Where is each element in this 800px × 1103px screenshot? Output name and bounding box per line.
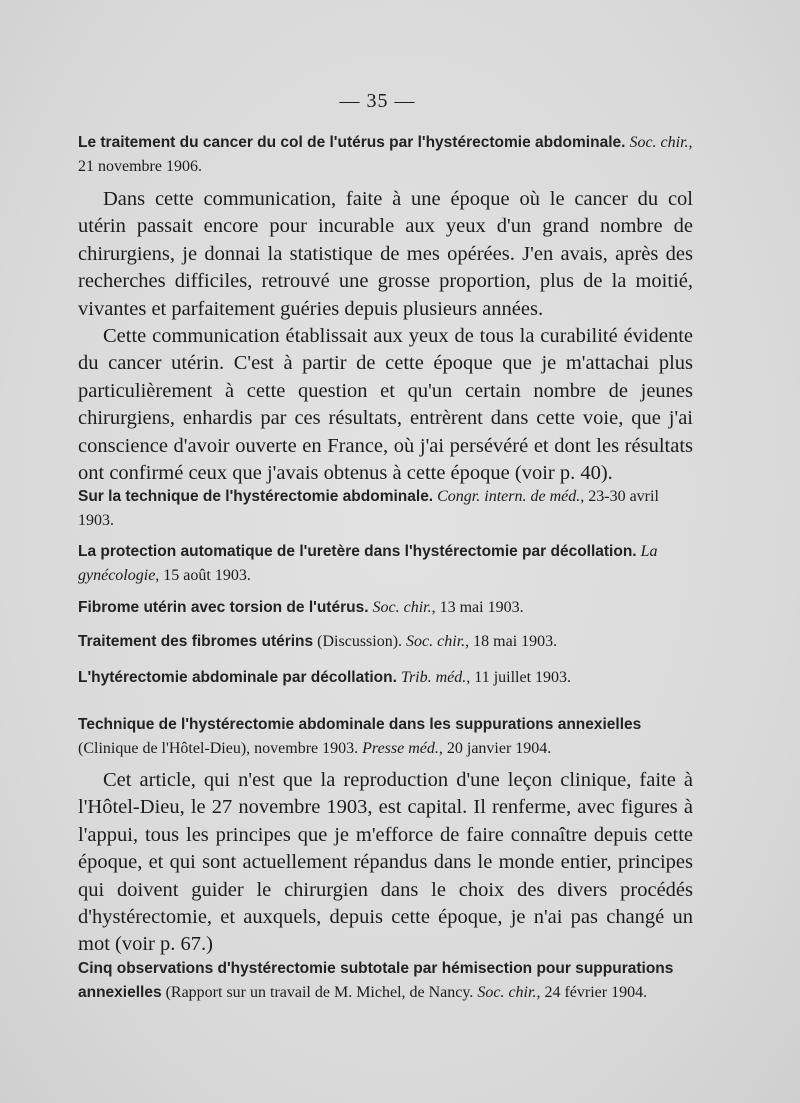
entry-date: , 24 février 1904. — [536, 984, 648, 1001]
bibliography-entry — [78, 485, 693, 533]
entry-date: , 20 janvier 1904. — [438, 740, 552, 757]
entry-date: , 18 mai 1903. — [465, 633, 558, 650]
entry-source: Presse méd. — [362, 740, 439, 757]
bibliography-entry — [78, 630, 693, 654]
bibliography-entry — [78, 666, 693, 690]
paragraph: Cette communication établissait aux yeux de tous la curabilité évidente du cancer utérin. C'est à partir de cette époque que je m'attachai plus particulièrement à cette question et qu'un certain nombre de jeunes chirurgiens, enhardis par ces résultats, entrèrent dans cette voie, que j'ai conscience d'avoir ouverte en France, où j'ai persévéré et dont les résultats ont confirmé ceux que j'avais obtenus à cette époque (voir p. 40). — [78, 325, 693, 485]
entry-source: Soc. chir. — [629, 134, 689, 151]
entry-source: La gynécologie — [78, 543, 658, 584]
entry-note: (Clinique de l'Hôtel-Dieu), novembre 1903. — [78, 740, 359, 757]
entry-source: Trib. méd. — [400, 669, 467, 686]
entry-title: L'hytérectomie abdominale par décollation. — [78, 669, 397, 686]
entry-date: , 21 novembre 1906. — [78, 134, 693, 175]
entry-note: (Rapport sur un travail de M. Michel, de Nancy. — [165, 984, 474, 1001]
entry-title: Le traitement du cancer du col de l'utérus par l'hystérectomie abdominale. — [78, 134, 626, 151]
entry-source: Soc. chir. — [477, 984, 537, 1001]
page-number: — 35 — — [339, 90, 416, 112]
entry-title: Cinq observations d'hystérectomie subtotale par hémisection pour suppurations annexielles — [78, 960, 674, 1001]
commentary — [78, 767, 693, 959]
entry-title: Sur la technique de l'hystérectomie abdominale. — [78, 488, 434, 505]
bibliography-entry — [78, 540, 693, 588]
entry-date: , 23-30 avril 1903. — [78, 488, 659, 529]
bibliography-entry — [78, 957, 693, 1005]
entry-source: Congr. intern. de méd. — [437, 488, 581, 505]
paragraph: Dans cette communication, faite à une époque où le cancer du col utérin passait encore pour incurable aux yeux d'un grand nombre de chirurgiens, je donnai la statistique de mes opérées. J'en avais, après des recherches difficiles, retrouvé une grosse proportion, plus de la moitié, vivantes et parfaitement guéries depuis plusieurs années. — [78, 188, 693, 320]
entry-date: , 13 mai 1903. — [431, 599, 524, 616]
entry-note: (Discussion). — [317, 633, 403, 650]
entry-title: Traitement des fibromes utérins — [78, 633, 314, 650]
paragraph: Cet article, qui n'est que la reproduction d'une leçon clinique, faite à l'Hôtel-Dieu, le 27 novembre 1903, est capital. Il renferme, avec figures à l'appui, tous les principes que je m'efforce de faire connaître depuis cette époque, et qui sont actuellement répandus dans le monde entier, principes qui doivent guider le chirurgien dans le choix des divers procédés d'hystérectomie, et auxquels, depuis cette époque, je n'ai pas changé un mot (voir p. 67.) — [78, 769, 693, 956]
entry-date: , 15 août 1903. — [155, 567, 251, 584]
entry-source: Soc. chir. — [406, 633, 466, 650]
bibliography-entry — [78, 713, 693, 761]
entry-source: Soc. chir. — [372, 599, 432, 616]
entry-title: Technique de l'hystérectomie abdominale dans les suppurations annexielles — [78, 716, 642, 733]
entry-date: , 11 juillet 1903. — [466, 669, 572, 686]
bibliography-entry — [78, 131, 693, 179]
commentary — [78, 186, 693, 487]
bibliography-entry — [78, 596, 693, 620]
entry-title: La protection automatique de l'uretère dans l'hystérectomie par décollation. — [78, 543, 637, 560]
entry-title: Fibrome utérin avec torsion de l'utérus. — [78, 599, 369, 616]
